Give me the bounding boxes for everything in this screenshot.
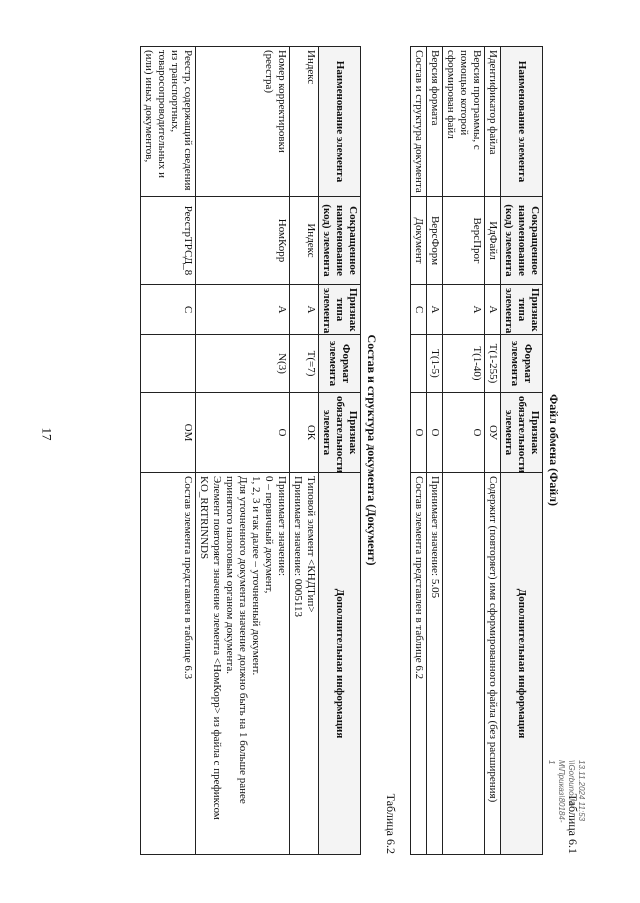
table-cell: Т(=7) <box>290 335 319 393</box>
table1-header-cell: Сокращенное наименование (код) элемента <box>501 197 543 285</box>
table2-caption: Таблица 6.2 <box>384 793 398 854</box>
table-cell: ОК <box>290 393 319 473</box>
table1-header-cell: Признак типа элемента <box>501 285 543 335</box>
table2-header-cell: Наименование элемента <box>319 47 361 197</box>
rotated-content <box>60 40 580 860</box>
table1-header-cell: Признак обязательности элемента <box>501 393 543 473</box>
table-cell: Индекс <box>290 47 319 197</box>
table-cell: Состав и структура документа <box>411 47 427 197</box>
table2-header-cell: Дополнительная информация <box>319 473 361 855</box>
table-cell: О <box>427 393 443 473</box>
table1-header-cell: Дополнительная информация <box>501 473 543 855</box>
table-cell: ОМ <box>141 393 196 473</box>
table-cell: Идентификатор файла <box>485 47 501 197</box>
table2-header-cell: Сокращенное наименование (код) элемента <box>319 197 361 285</box>
table-cell: Типовой элемент <КНДТип> Принимает значение: 0005113 <box>290 473 319 855</box>
page-number: 17 <box>39 427 55 441</box>
table-cell: N(3) <box>196 335 290 393</box>
table-row <box>411 47 427 855</box>
table-cell: Т(1-5) <box>427 335 443 393</box>
table-row <box>290 47 319 855</box>
table-row <box>443 47 485 855</box>
table-cell: С <box>411 285 427 335</box>
table-cell: А <box>443 285 485 335</box>
table-cell: Принимает значение: 5.05 <box>427 473 443 855</box>
table2-header-cell: Признак обязательности элемента <box>319 393 361 473</box>
table-cell: Принимает значение: 0 – первичный документ, 1, 2, 3 и так далее – уточненный документ. Для уточненного документа значение должно быть на 1 больше ранее принятого налоговым органом документа. Элемент повторяет значение элемента <НомКорр> из файла с префиксом KO_RRTRINNDS <box>196 473 290 855</box>
table-cell: А <box>427 285 443 335</box>
table-row <box>196 47 290 855</box>
table-cell: ИдФайл <box>485 197 501 285</box>
table1 <box>410 46 543 855</box>
table-cell: О <box>443 393 485 473</box>
table-cell: ВерсПрог <box>443 197 485 285</box>
table-cell: Версия формата <box>427 47 443 197</box>
table2 <box>140 46 361 855</box>
table-cell: Версия программы, с помощью которой сформирован файл <box>443 47 485 197</box>
table-cell: А <box>196 285 290 335</box>
table-cell: Состав элемента представлен в таблице 6.2 <box>411 473 427 855</box>
table-cell: РеестрТРСД_8 <box>141 197 196 285</box>
table2-header-row <box>319 47 361 855</box>
table-cell: ОУ <box>485 393 501 473</box>
table2-header-cell: Формат элемента <box>319 335 361 393</box>
table-row <box>141 47 196 855</box>
stamp-path: \\Gorbuno-M-M\Приказ\80184-1 <box>547 760 576 823</box>
table-cell: О <box>411 393 427 473</box>
table-cell: ВерсФорм <box>427 197 443 285</box>
table-cell: Номер корректировки (реестра) <box>196 47 290 197</box>
table-cell: С <box>141 285 196 335</box>
table-cell: Индекс <box>290 197 319 285</box>
table-cell: Т(1-255) <box>485 335 501 393</box>
table1-header-cell: Наименование элемента <box>501 47 543 197</box>
table-cell <box>411 335 427 393</box>
table-cell: Содержит (повторяет) имя сформированного файла (без расширения) <box>485 473 501 855</box>
table-cell <box>443 473 485 855</box>
table2-header-cell: Признак типа элемента <box>319 285 361 335</box>
table1-header-row <box>501 47 543 855</box>
table2-title: Состав и структура документа (Документ) <box>365 334 379 566</box>
table-cell: НомКорр <box>196 197 290 285</box>
table-row <box>427 47 443 855</box>
table-cell: О <box>196 393 290 473</box>
table-cell: Состав элемента представлен в таблице 6.3 <box>141 473 196 855</box>
table-cell: Т(1-40) <box>443 335 485 393</box>
file-stamp <box>546 760 586 822</box>
table1-caption: Таблица 6.1 <box>566 793 580 854</box>
table-cell: Реестр, содержащий сведения из транспортных, товаросопроводительных и (или) иных документов, <box>141 47 196 197</box>
stamp-date: 13.11.2024 11:53 <box>577 760 586 822</box>
table1-title: Файл обмена (Файл) <box>547 393 561 507</box>
table-cell: А <box>290 285 319 335</box>
table-cell <box>141 335 196 393</box>
table1-header-cell: Формат элемента <box>501 335 543 393</box>
table-cell: А <box>485 285 501 335</box>
table-cell: Документ <box>411 197 427 285</box>
table-row <box>485 47 501 855</box>
